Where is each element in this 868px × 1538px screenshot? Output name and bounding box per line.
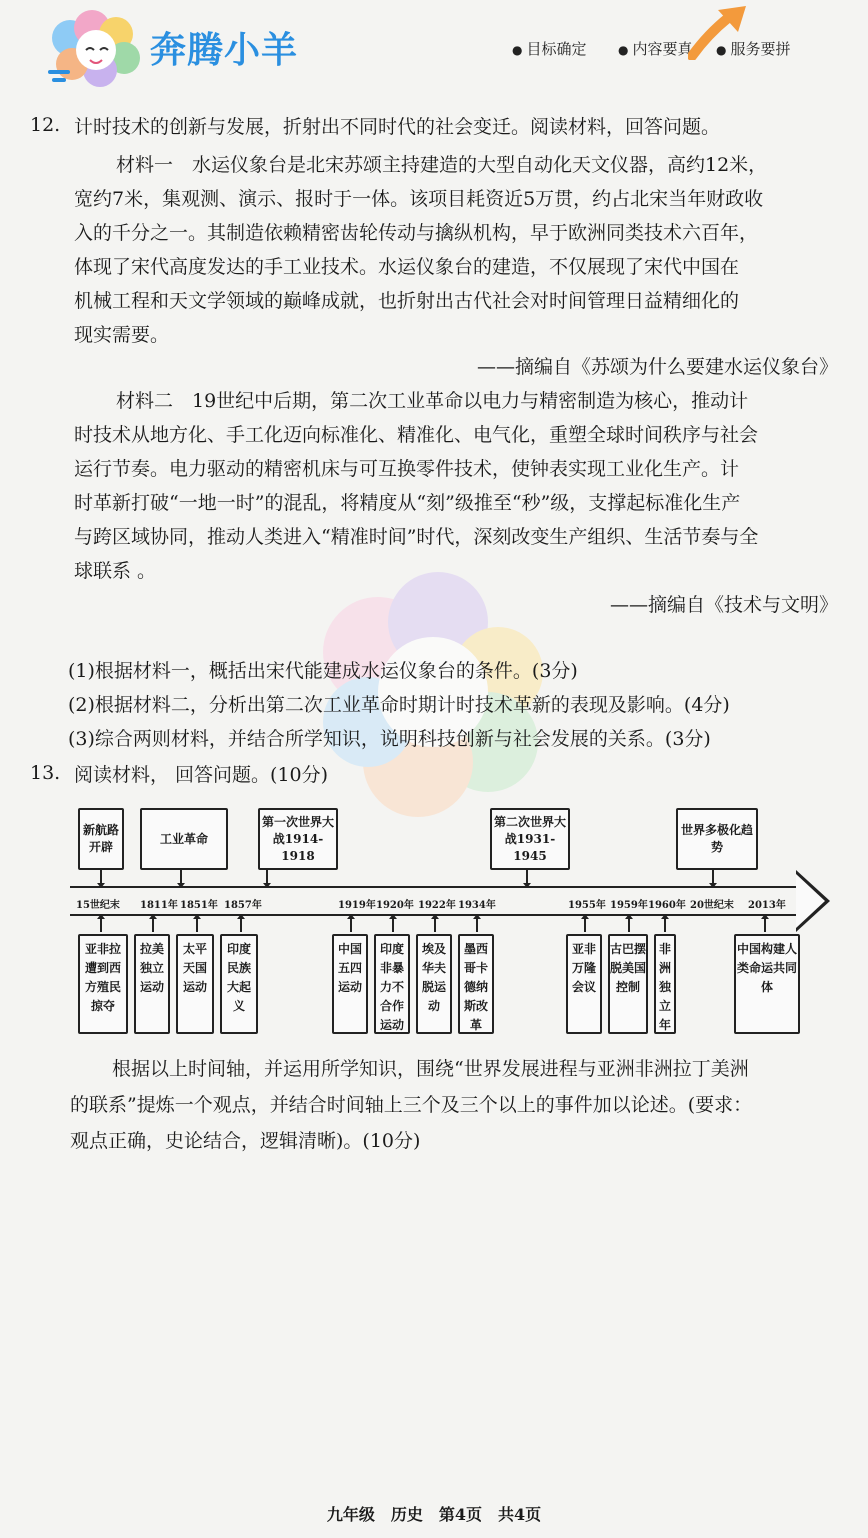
connector — [476, 918, 478, 932]
sub-question: (1)根据材料一，概括出宋代能建成水运仪象台的条件。(3分) — [68, 660, 578, 682]
connector — [526, 868, 528, 884]
text-line: 观点正确，史论结合，逻辑清晰)。(10分) — [70, 1130, 421, 1152]
text-line: 运行节奏。电力驱动的精密机床与可互换零件技术，使钟表实现工业化生产。计 — [74, 458, 740, 480]
connector — [180, 868, 182, 884]
connector — [764, 918, 766, 932]
page-footer: 九年级 历史 第4页 共4页 — [326, 1505, 542, 1524]
connector — [100, 868, 102, 884]
text-line: 时技术从地方化、手工化迈向标准化、精准化、电气化，重塑全球时间秩序与社会 — [74, 424, 759, 446]
year-label: 1955年 — [568, 900, 606, 911]
connector — [266, 868, 268, 884]
page-header — [0, 0, 868, 100]
bottom-event-box: 印度非暴力不合作运动 — [374, 934, 410, 1034]
top-event-box: 世界多极化趋势 — [676, 808, 758, 870]
material-one-source: ——摘编自《苏颂为什么要建水运仪象台》 — [476, 356, 838, 378]
connector — [240, 918, 242, 932]
connector — [628, 918, 630, 932]
text-line: 机械工程和天文学领域的巅峰成就，也折射出古代社会对时间管理日益精细化的 — [74, 290, 740, 312]
text-line: 材料一 水运仪象台是北宋苏颂主持建造的大型自动化天文仪器，高约12米， — [116, 154, 768, 176]
year-label: 1857年 — [224, 900, 262, 911]
question-number: 12. — [30, 114, 61, 136]
top-event-box: 第一次世界大战1914-1918 — [258, 808, 338, 870]
year-label: 1811年 — [140, 900, 178, 911]
top-event-box: 工业革命 — [140, 808, 228, 870]
year-label: 1922年 — [418, 900, 456, 911]
year-label: 15世纪末 — [76, 900, 120, 911]
bottom-event-box: 印度民族大起义 — [220, 934, 258, 1034]
bottom-event-box: 太平天国运动 — [176, 934, 214, 1034]
question-stem: 计时技术的创新与发展，折射出不同时代的社会变迁。阅读材料，回答问题。 — [74, 116, 721, 138]
decorative-arrow-icon — [688, 4, 750, 60]
top-event-box: 新航路开辟 — [78, 808, 124, 870]
text-line: 体现了宋代高度发达的手工业技术。水运仪象台的建造，不仅展现了宋代中国在 — [74, 256, 740, 278]
year-label: 2013年 — [748, 900, 786, 911]
sheep-logo-icon — [46, 8, 146, 92]
year-label: 1851年 — [180, 900, 218, 911]
year-label: 1934年 — [458, 900, 496, 911]
bottom-event-box: 亚非拉遭到西方殖民掠夺 — [78, 934, 128, 1034]
slogan-item: ● 内容要真 — [618, 38, 693, 59]
brand-name: 奔腾小羊 — [150, 30, 299, 71]
bottom-event-box: 中国构建人类命运共同体 — [734, 934, 800, 1034]
connector — [152, 918, 154, 932]
material-two-source: ——摘编自《技术与文明》 — [609, 594, 838, 616]
year-label: 1960年 — [648, 900, 686, 911]
connector — [350, 918, 352, 932]
text-line: 根据以上时间轴，并运用所学知识，围绕“世界发展进程与亚洲非洲拉丁美洲 — [112, 1058, 749, 1080]
timeline-arrowhead-fill — [796, 874, 825, 928]
text-line: 材料二 19世纪中后期，第二次工业革命以电力与精密制造为核心，推动计 — [116, 390, 749, 412]
connector — [434, 918, 436, 932]
bottom-event-box: 埃及华夫脱运动 — [416, 934, 452, 1034]
connector — [584, 918, 586, 932]
text-line: 球联系 。 — [74, 560, 157, 582]
text-line: 的联系”提炼一个观点，并结合时间轴上三个及三个以上的事件加以论述。(要求： — [70, 1094, 753, 1116]
connector — [712, 868, 714, 884]
question-number: 13. — [30, 762, 61, 784]
text-line: 与跨区域协同，推动人类进入“精准时间”时代，深刻改变生产组织、生活节奏与全 — [74, 526, 759, 548]
timeline-diagram — [70, 800, 830, 1045]
connector — [392, 918, 394, 932]
year-label: 1919年 — [338, 900, 376, 911]
connector — [664, 918, 666, 932]
year-label: 1920年 — [376, 900, 414, 911]
top-event-box: 第二次世界大战1931-1945 — [490, 808, 570, 870]
bottom-event-box: 非洲独立年 — [654, 934, 676, 1034]
slogan-item: ● 服务要拼 — [716, 38, 791, 59]
text-line: 现实需要。 — [74, 324, 170, 346]
text-line: 宽约7米，集观测、演示、报时于一体。该项目耗资近5万贯，约占北宋当年财政收 — [74, 188, 764, 210]
slogan-item: ● 目标确定 — [512, 38, 587, 59]
connector — [196, 918, 198, 932]
sub-question: (2)根据材料二，分析出第二次工业革命时期计时技术革新的表现及影响。(4分) — [68, 694, 730, 716]
bottom-event-box: 古巴摆脱美国控制 — [608, 934, 648, 1034]
text-line: 入的千分之一。其制造依赖精密齿轮传动与擒纵机构，早于欧洲同类技术六百年， — [74, 222, 759, 244]
bottom-event-box: 墨西哥卡德纳斯改革 — [458, 934, 494, 1034]
bottom-event-box: 亚非万隆会议 — [566, 934, 602, 1034]
bottom-event-box: 中国五四运动 — [332, 934, 368, 1034]
question-stem: 阅读材料， 回答问题。(10分) — [74, 764, 329, 786]
sub-question: (3)综合两则材料，并结合所学知识，说明科技创新与社会发展的关系。(3分) — [68, 728, 711, 750]
connector — [100, 918, 102, 932]
year-label: 1959年 — [610, 900, 648, 911]
bottom-event-box: 拉美独立运动 — [134, 934, 170, 1034]
text-line: 时革新打破“一地一时”的混乱，将精度从“刻”级推至“秒”级，支撑起标准化生产 — [74, 492, 741, 514]
year-label: 20世纪末 — [690, 900, 734, 911]
